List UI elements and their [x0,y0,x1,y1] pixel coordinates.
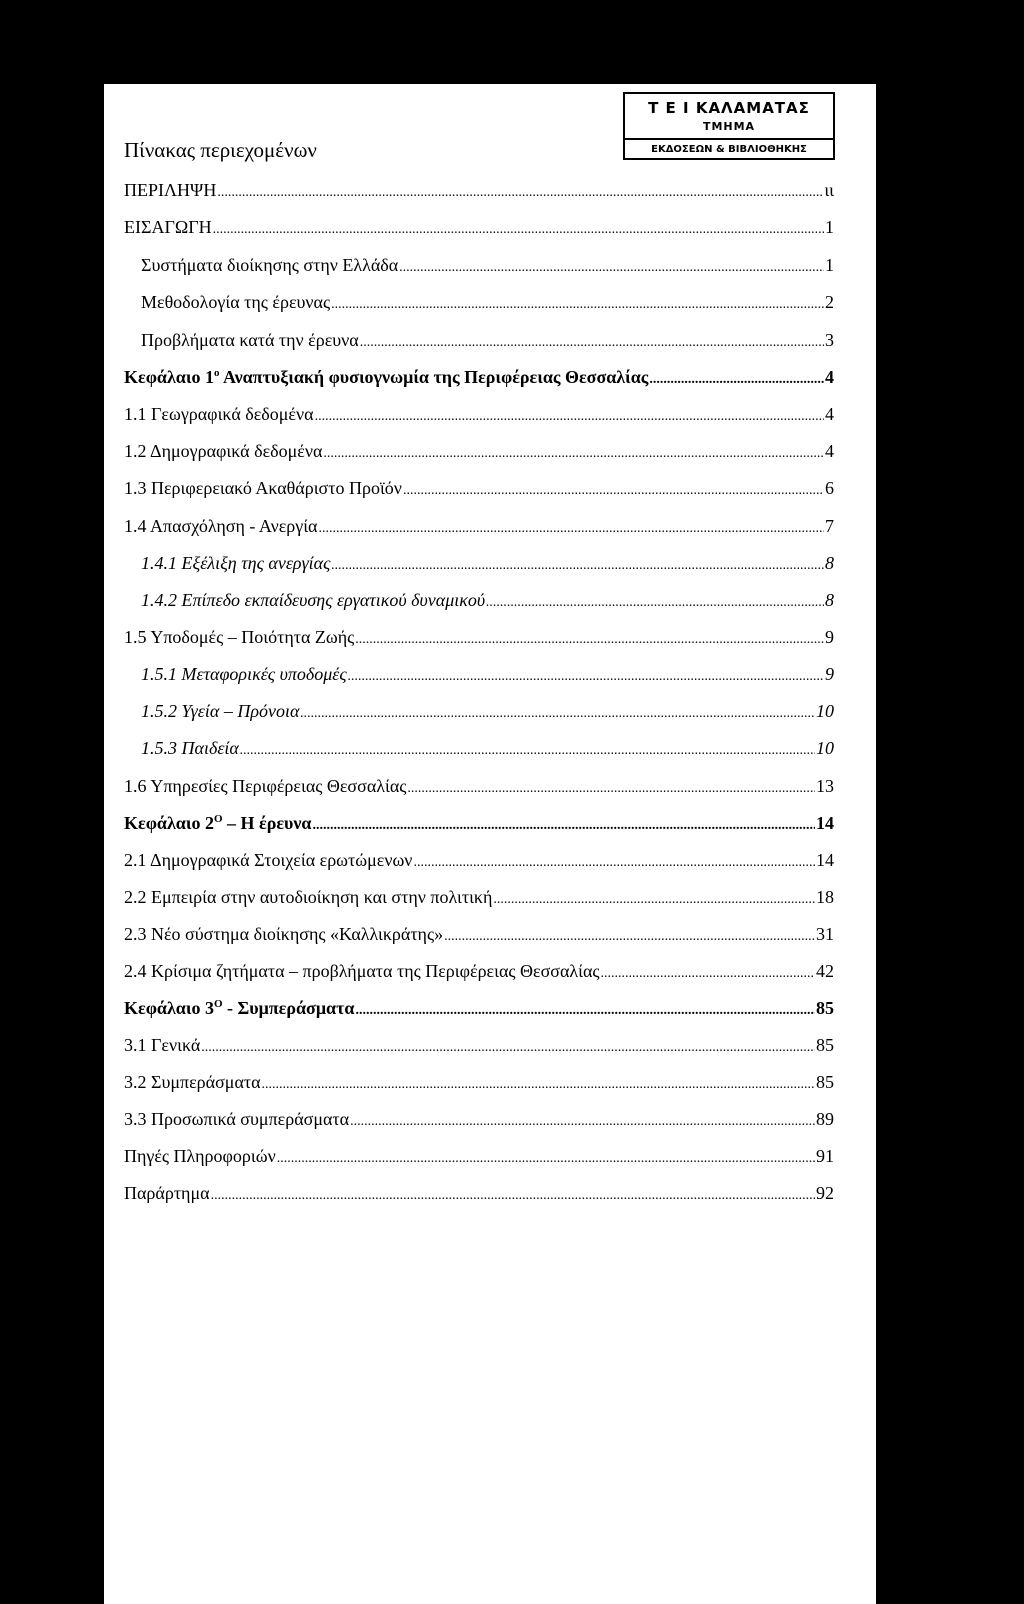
toc-entry-page: 4 [825,367,834,387]
stamp-line-3: ΕΚΔΟΣΕΩΝ & ΒΙΒΛΙΟΘΗΚΗΣ [625,138,833,155]
toc-leader-dots [444,929,815,945]
toc-entry-label: Μεθοδολογία της έρευνας [141,292,331,312]
toc-entry-page: 9 [825,627,834,647]
toc-leader-dots [399,260,824,276]
toc-entry-page: 4 [825,441,834,461]
toc-entry [141,664,834,685]
toc-entry-page: 4 [825,404,834,424]
stamp-line-2: ΤΜΗΜΑ [702,120,756,133]
toc-entry-page: 9 [825,664,834,684]
toc-leader-dots [601,966,815,982]
toc-entry [124,961,834,982]
toc-entry [124,1109,834,1130]
toc-entry [124,217,834,238]
toc-leader-dots [323,446,824,462]
toc-entry-label: Παράρτημα [124,1183,210,1203]
toc-entry-label: Κεφάλαιο $3^O$ - Συμπεράσματα [124,998,355,1018]
toc-entry-page: 3 [825,330,834,350]
toc-entry-label: 1.3 Περιφερειακό Ακαθάριστο Προϊόν [124,478,402,498]
toc-entry [124,404,834,425]
toc-leader-dots [407,781,815,797]
toc-entry [141,255,834,276]
toc-entry [124,850,834,871]
toc-entry [124,776,834,797]
toc-leader-dots [315,409,824,425]
toc-entry-page: 2 [825,292,834,312]
toc-entry [124,441,834,462]
toc-entry-label: 3.1 Γενικά [124,1035,201,1055]
toc-leader-dots [348,669,824,685]
toc-chapter-entry [124,998,834,1019]
toc-entry-page: 14 [816,850,834,870]
toc-entry [141,292,834,313]
toc-entry [141,590,834,611]
toc-leader-dots [201,1040,815,1056]
toc-entry [141,738,834,759]
toc-entry-page: 85 [816,1072,834,1092]
toc-entry-label: 1.4.1 Εξέλιξη της ανεργίας [141,553,331,573]
toc-entry-page: 10 [816,701,834,721]
toc-entry-page: 18 [816,887,834,907]
toc-chapter-entry [124,813,834,834]
toc-entry-label: 3.2 Συμπεράσματα [124,1072,261,1092]
toc-entry-page: 6 [825,478,834,498]
toc-leader-dots [211,1188,815,1204]
toc-entry-page: 14 [816,813,834,833]
toc-entry [124,627,834,648]
toc-entry-label: 2.2 Εμπειρία στην αυτοδιοίκηση και στην πολιτική [124,887,493,907]
toc-entry-label: 1.5.3 Παιδεία [141,738,239,758]
toc-entry-label: ΠΕΡΙΛΗΨΗ [124,180,217,200]
toc-entry-label: 3.3 Προσωπικά συμπεράσματα [124,1109,350,1129]
toc-entry-label: 1.5.2 Υγεία – Πρόνοια [141,701,300,721]
toc-entry [124,478,834,499]
toc-entry [124,1072,834,1093]
toc-entry-page: 8 [825,590,834,610]
toc-leader-dots [312,818,815,834]
toc-entry-page: 8 [825,553,834,573]
toc-entry-page: ιι [824,180,834,200]
toc-leader-dots [649,372,824,388]
toc-entry-label: ΕΙΣΑΓΩΓΗ [124,217,212,237]
toc-entry [124,1146,834,1167]
stamp-line-1: Τ Ε Ι ΚΑΛΑΜΑΤΑΣ [648,99,810,117]
toc-entry-label: Κεφάλαιο $1^o$ Αναπτυξιακή φυσιογνωμία της Περιφέρειας Θεσσαλίας [124,367,649,387]
toc-entry [124,1035,834,1056]
toc-leader-dots [277,1151,815,1167]
toc-entry-label: 2.1 Δημογραφικά Στοιχεία ερωτώμενων [124,850,413,870]
toc-leader-dots [413,855,815,871]
toc-entry [124,180,834,201]
toc-entry-page: 85 [816,998,834,1018]
toc-entry-label: Προβλήματα κατά την έρευνα [141,330,359,350]
toc-entry-label: Συστήματα διοίκησης στην Ελλάδα [141,255,399,275]
page-title: Πίνακας περιεχομένων [124,138,317,162]
toc-entry-label: 1.4 Απασχόληση - Ανεργία [124,516,318,536]
toc-entry [124,516,834,537]
toc-entry-label: Κεφάλαιο $2^O$ – Η έρευνα [124,813,312,833]
toc-entry [124,1183,834,1204]
toc-chapter-entry [124,367,834,388]
toc-entry-label: 1.5.1 Μεταφορικές υποδομές [141,664,347,684]
toc-leader-dots [217,185,823,201]
toc-leader-dots [213,222,824,238]
toc-leader-dots [331,297,824,313]
toc-leader-dots [486,595,824,611]
toc-entry-page: 1 [825,255,834,275]
toc-entry-page: 13 [816,776,834,796]
toc-entry-label: 2.3 Νέο σύστημα διοίκησης «Καλλικράτης» [124,924,444,944]
toc-entry-page: 91 [816,1146,834,1166]
toc-entry-label: Πηγές Πληροφοριών [124,1146,276,1166]
toc-entry [141,330,834,351]
toc-entry-page: 10 [816,738,834,758]
toc-leader-dots [240,743,815,759]
toc-leader-dots [262,1077,815,1093]
toc-leader-dots [319,521,825,537]
toc-entry-label: 1.1 Γεωγραφικά δεδομένα [124,404,314,424]
toc-entry [124,887,834,908]
toc-entry-page: 7 [825,516,834,536]
toc-leader-dots [493,892,815,908]
toc-entry-label: 1.6 Υπηρεσίες Περιφέρειας Θεσσαλίας [124,776,407,796]
toc-leader-dots [350,1114,815,1130]
toc-entry-label: 1.5 Υποδομές – Ποιότητα Ζωής [124,627,355,647]
toc-entry-page: 42 [816,961,834,981]
toc-entry [124,924,834,945]
toc-entry [141,553,834,574]
toc-entry-label: 1.4.2 Επίπεδο εκπαίδευσης εργατικού δυναμικού [141,590,486,610]
toc-entry-page: 31 [816,924,834,944]
toc-leader-dots [360,335,824,351]
toc-entry [141,701,834,722]
toc-entry-page: 89 [816,1109,834,1129]
toc-leader-dots [331,558,824,574]
toc-leader-dots [355,632,824,648]
toc-entry-page: 85 [816,1035,834,1055]
toc-leader-dots [355,1003,815,1019]
toc-entry-label: 2.4 Κρίσιμα ζητήματα – προβλήματα της Περιφέρειας Θεσσαλίας [124,961,600,981]
toc-leader-dots [300,706,815,722]
toc-entry-page: 1 [825,217,834,237]
toc-leader-dots [403,483,824,499]
toc-entry-label: 1.2 Δημογραφικά δεδομένα [124,441,323,461]
toc-entry-page: 92 [816,1183,834,1203]
